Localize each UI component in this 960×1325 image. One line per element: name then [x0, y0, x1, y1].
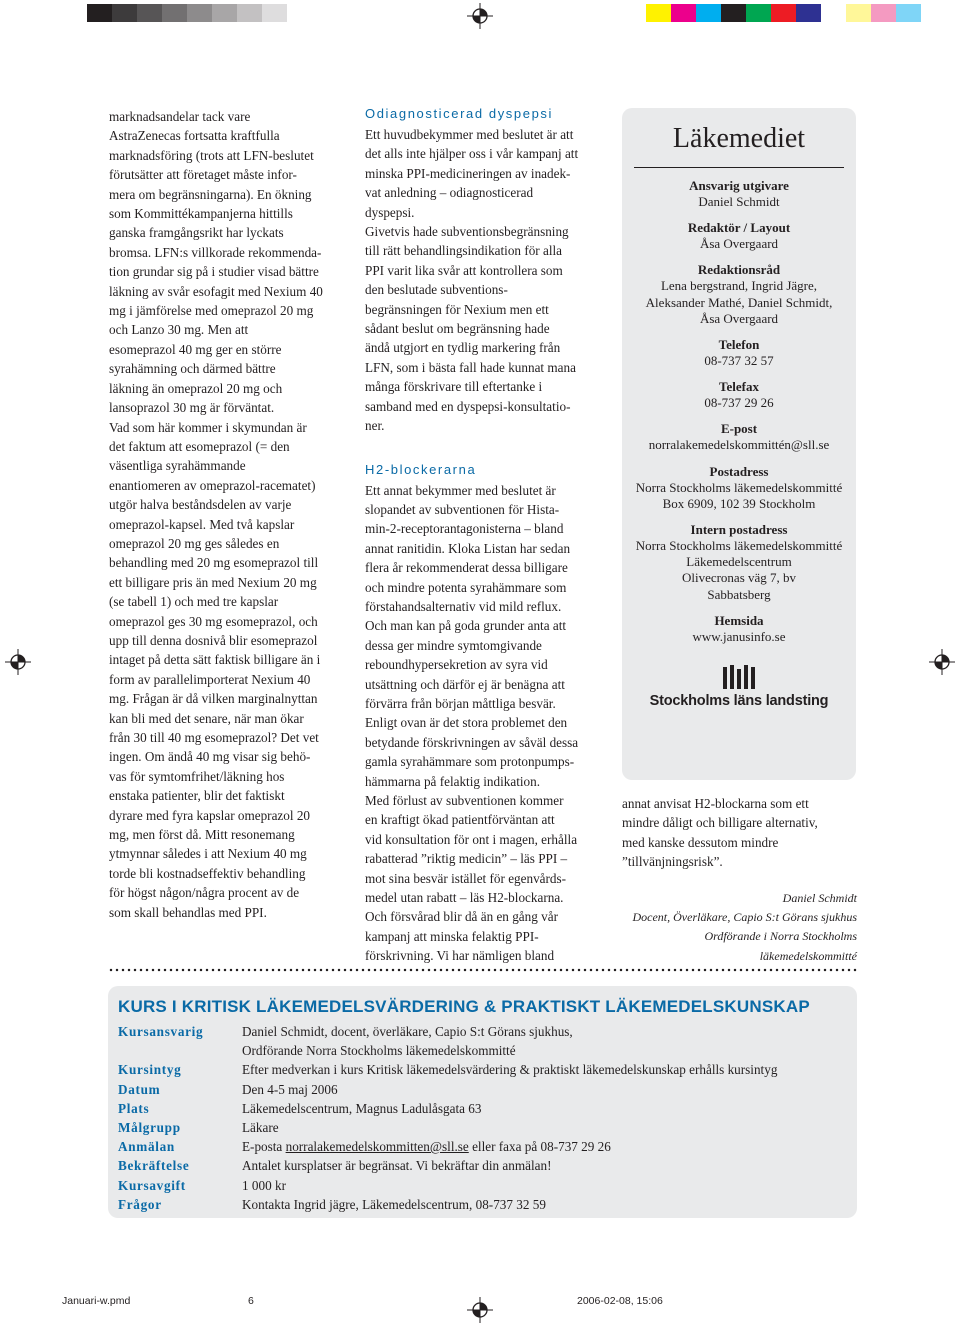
body-text-line: ganska framgångsrikt har lyckats [109, 225, 284, 241]
color-swatch [746, 4, 771, 22]
body-text-line: det faktum att esomeprazol (= den [109, 438, 290, 454]
gray-swatch [237, 4, 262, 22]
color-swatch [671, 4, 696, 22]
masthead-entry-heading: Hemsida [714, 612, 764, 628]
body-text-line: förstahandsalternativ vid mild reflux. [365, 598, 562, 614]
masthead-entry-value: 08-737 32 57 [704, 353, 774, 369]
masthead-entry-heading: Redaktör / Layout [687, 220, 791, 236]
body-text-line: gamla syrahämmare som protonpumps- [365, 754, 575, 770]
section-heading-h2: H2-blockerarna [365, 461, 477, 477]
body-text-line: ”tillvänjningsrisk”. [622, 854, 723, 870]
signature-block [632, 889, 857, 966]
course-row-label: Bekräftelse [118, 1158, 190, 1174]
body-text-line: mg, men först då. Mitt resonemang [109, 827, 295, 843]
body-text-line: samband med en dyspepsi-konsultatio- [365, 398, 571, 414]
masthead-entry [622, 421, 856, 453]
masthead-entry [622, 178, 856, 210]
gray-swatch [112, 4, 137, 22]
signature-line: Daniel Schmidt [782, 891, 857, 905]
gray-swatch [187, 4, 212, 22]
body-text-line: rabatterad ”riktig medicin” – läs PPI – [365, 851, 568, 867]
crosshair-icon [467, 3, 493, 29]
body-text-line: kampanj att minska felaktig PPI- [365, 928, 539, 944]
masthead-entry-value: Läkemedelscentrum [686, 554, 792, 570]
body-text-line: minska PPI-medicineringen av inadek- [365, 165, 571, 181]
body-text-line: dyrare med fyra kapslar omeprazol 20 [109, 807, 311, 823]
body-text-line: slopandet av subventionen för Hista- [365, 501, 560, 517]
body-text-line: syrahämning och därmed bättre [109, 361, 276, 377]
body-text-line: en kraftigt ökad patientförväntan att [365, 812, 555, 828]
grayscale-color-bar [62, 4, 287, 22]
body-text-line: min-2-receptorantagonisterna – bland [365, 521, 564, 537]
body-text-line: med kanske dessutom mindre [622, 834, 779, 850]
crosshair-icon [5, 649, 31, 675]
body-text-line: lansoprazol 30 mg är förväntat. [109, 400, 275, 416]
body-text-line: Och försvårad blir då än en gång vår [365, 909, 558, 925]
body-text-line: till rätt behandlingsindikation för alla [365, 243, 563, 259]
body-text-line: intaget på detta sätt faktisk billigare än i [109, 652, 321, 668]
masthead-entry-heading: Telefon [718, 337, 760, 353]
body-text-line: läkning än omeprazol 20 mg och [109, 380, 283, 396]
masthead-entry-value: Åsa Overgaard [699, 310, 779, 326]
masthead-entry [622, 220, 856, 252]
body-text-line: esomeprazol 40 mg ger en större [109, 341, 282, 357]
footer-filename: Januari-w.pmd [62, 1295, 131, 1307]
body-text-line: ingen. Om ändå 40 mg visar sig behö- [109, 749, 311, 765]
color-swatch [646, 4, 671, 22]
body-text-line: behandling med 20 mg esomeprazol till [109, 555, 319, 571]
masthead-entry-value: Daniel Schmidt [698, 194, 780, 209]
crosshair-icon [467, 1297, 493, 1323]
body-text-line: och mindre potenta syrahämmare som [365, 579, 567, 595]
course-row-value: Kontakta Ingrid jägre, Läkemedelscentrum, 08-737 32 59 [242, 1196, 546, 1212]
signature-line: Ordförande i Norra Stockholms [704, 929, 857, 944]
article-column-2 [365, 103, 578, 966]
body-text-line: den beslutade subventions- [365, 282, 508, 298]
color-swatch [721, 4, 746, 22]
registration-mark-top [467, 3, 493, 29]
course-row-value-text: eller faxa på 08-737 29 26 [468, 1139, 611, 1155]
body-text-line: förvärra från början måttliga besvär. [365, 695, 556, 711]
course-row-label: Kursintyg [118, 1062, 182, 1078]
masthead-entry [622, 379, 856, 411]
course-row-value: Daniel Schmidt, docent, överläkare, Capio S:t Görans sjukhus, [242, 1024, 573, 1039]
sll-logo-icon [649, 665, 829, 689]
course-row-label: Kursansvarig [118, 1024, 204, 1039]
gray-swatch [162, 4, 187, 22]
body-text-line: sådant beslut om begränsning hade [365, 321, 550, 337]
article-column-1 [109, 107, 323, 922]
masthead-entry-value: Aleksander Mathé, Daniel Schmidt, [645, 294, 833, 310]
course-row-value: 1 000 kr [242, 1177, 286, 1193]
masthead-entry-value: Sabbatsberg [707, 586, 771, 602]
body-text-line: Enligt ovan är det stora problemet den [365, 715, 568, 731]
color-swatch [796, 4, 821, 22]
gray-swatch [137, 4, 162, 22]
registration-mark-right [929, 649, 955, 675]
masthead-entry-value: Olivecronas väg 7, bv [681, 570, 797, 586]
body-text-line: LFN, som i bästa fall hade kunnat mana [365, 359, 576, 375]
masthead-title: Läkemediet [672, 123, 806, 154]
course-row-label: Frågor [118, 1196, 162, 1212]
body-text-line: mindre dåligt och billigare alternativ, [622, 815, 818, 831]
body-text-line: många förskrivare till eftertanke i [365, 379, 543, 395]
body-text-line: läkning av svår esofagit med Nexium 40 [109, 283, 323, 299]
signature-line: läkemedelskommitté [759, 948, 857, 963]
body-text-line: Ett huvudbekymmer med beslutet är att [365, 127, 574, 142]
body-text-line: begränsningen för Nexium men ett [365, 301, 549, 317]
sll-logo [649, 665, 829, 709]
masthead-entry-value: Lena bergstrand, Ingrid Jägre, [660, 278, 818, 294]
body-text-line: upp till denna dosnivå blir esomeprazol [109, 632, 318, 648]
body-text-line: väsentliga syrahämmande [109, 458, 246, 474]
body-text-line: mg. Frågan är då vilken marginalnyttan [109, 691, 318, 707]
body-text-line: förskrivning. Vi har nämligen bland [365, 948, 555, 964]
masthead-entry-heading: Ansvarig utgivare [689, 178, 789, 193]
course-row-label: Kursavgift [118, 1177, 186, 1193]
body-text-line: vas för symtomfrihet/läkning hos [109, 768, 285, 784]
course-row-value: Läkemedelscentrum, Magnus Ladulåsgata 63 [242, 1100, 482, 1116]
section-heading-dyspepsi: Odiagnosticerad dyspepsi [365, 106, 553, 121]
color-swatch [871, 4, 896, 22]
color-swatch [771, 4, 796, 22]
body-text-line: enstaka patienter, blir det faktiskt [109, 788, 285, 804]
body-text-line: ytmynnar således i att Nexium 40 mg [109, 846, 307, 862]
gray-swatch [87, 4, 112, 22]
body-text-line: annat ranitidin. Kloka Listan har sedan [365, 540, 571, 556]
footer-page-number: 6 [248, 1295, 254, 1307]
body-text-line: bromsa. LFN:s villkorade rekommenda- [109, 244, 322, 260]
registration-mark-bottom [467, 1297, 493, 1323]
course-title: KURS I KRITISK LÄKEMEDELSVÄRDERING & PRAKTISKT LÄKEMEDELSKUNSKAP [118, 997, 810, 1016]
masthead-entry-value: norralakemedelskommittén@sll.se [648, 437, 830, 453]
body-text-line: omeprazol 20 mg ges således en [109, 535, 280, 551]
color-swatch [821, 4, 846, 22]
sll-logo-text: Stockholms läns landsting [649, 693, 829, 710]
section-body-h2 [365, 481, 578, 966]
body-text-line: PPI varit lika svår att kontrollera som [365, 262, 563, 278]
body-text-line: dyspepsi. [365, 204, 415, 220]
masthead-entry-heading: Postadress [709, 463, 769, 479]
course-row-label: Målgrupp [118, 1120, 181, 1135]
masthead-entry-heading: Telefax [719, 379, 759, 395]
masthead-entries [622, 178, 856, 645]
body-text-line: och Lanzo 30 mg. Men att [109, 322, 249, 338]
body-text-line: förutsätter att företaget måste infor- [109, 167, 297, 183]
body-text-line: mot sina besvär istället för egenvårds- [365, 870, 567, 886]
masthead-entry-value: Åsa Overgaard [699, 236, 779, 252]
body-text-line: mg i jämförelse med omeprazol 20 mg [109, 303, 314, 319]
body-text-line: för högst någon/några procent av de [109, 885, 300, 901]
masthead-entry-value: Norra Stockholms läkemedelskommitté [635, 479, 843, 495]
body-text-line: flera år rekommenderat dessa billigare [365, 560, 568, 576]
body-text-line: annat anvisat H2-blockarna som ett [622, 796, 809, 811]
footer-timestamp: 2006-02-08, 15:06 [577, 1295, 663, 1307]
masthead-entry [622, 522, 856, 603]
course-row-value: Den 4-5 maj 2006 [242, 1081, 338, 1097]
body-text-line: torde bli kostnadseffektiv behandling [109, 865, 306, 881]
body-text-line: (se tabell 1) och med tre kapslar [109, 594, 279, 610]
body-text-line: ett billigare pris än med Nexium 20 mg [109, 574, 317, 590]
course-row-label: Plats [118, 1100, 150, 1116]
body-text-line: ner. [365, 418, 385, 434]
masthead-info-box [622, 108, 856, 780]
color-swatch [846, 4, 871, 22]
masthead-entry [622, 337, 856, 369]
course-row-value: Läkare [242, 1120, 279, 1135]
body-text-line: tion grundar sig på i studier visad bättre [109, 264, 319, 280]
cmyk-color-bar [646, 4, 921, 22]
body-text-line: dessa ger mindre symtomgivande [365, 637, 542, 653]
body-text-line: Givetvis hade subventionsbegränsning [365, 224, 569, 240]
body-text-line: enantiomeren av omeprazol-racematet) [109, 477, 316, 493]
body-text-line: mera om begränsningarna). En ökning [109, 186, 312, 202]
course-info-box [108, 986, 857, 1218]
body-text-line: kan bli med det senare, när man ökar [109, 710, 304, 726]
crosshair-icon [929, 649, 955, 675]
course-row-label: Datum [118, 1081, 161, 1097]
masthead-entry [622, 262, 856, 327]
color-swatch [896, 4, 921, 22]
article-column-3 [622, 794, 818, 872]
body-text-line: Ett annat bekymmer med beslutet är [365, 482, 556, 498]
course-row-value: Efter medverkan i kurs Kritisk läkemedelsvärdering & praktiskt läkemedelskunskap erhålls kursintyg [242, 1062, 778, 1078]
body-text-line: utsättning och därför ej är benägna att [365, 676, 565, 692]
body-text-line: omeprazol ges 30 mg esomeprazol, och [109, 613, 318, 629]
signature-line: Docent, Överläkare, Capio S:t Görans sjukhus [632, 910, 857, 925]
masthead-entry-value: www.janusinfo.se [692, 628, 786, 644]
body-text-line: som Kommittékampanjerna hittills [109, 206, 293, 222]
course-row-value: Antalet kursplatser är begränsat. Vi bekräftar din anmälan! [242, 1158, 552, 1174]
course-row-value: Ordförande Norra Stockholms läkemedelskommitté [242, 1043, 516, 1058]
gray-swatch [262, 4, 287, 22]
section-body-dyspepsi [365, 125, 578, 436]
body-text-line: AstraZenecas fortsatta kraftfulla [109, 128, 280, 144]
body-text-line: ändå utgjort en tydlig markering från [365, 340, 561, 356]
dotted-divider [108, 968, 858, 972]
course-row-label: Anmälan [118, 1139, 175, 1155]
masthead-entry-value: Norra Stockholms läkemedelskommitté [635, 538, 843, 554]
masthead-entry-heading: Redaktionsråd [697, 262, 781, 278]
course-row-value [242, 1137, 611, 1156]
body-text-line: vat anledning – odiagnosticerad [365, 185, 534, 201]
course-email-link[interactable]: norralakemedelskommitten@sll.se [285, 1139, 469, 1155]
body-text-line: betydande förskrivningen av såväl dessa [365, 734, 579, 750]
body-text-line: utgör halva beståndsdelen av varje [109, 497, 292, 513]
body-text-line: från 30 till 40 mg esomeprazol? Det vet [109, 730, 319, 745]
body-text-line: marknadsföring (trots att LFN-beslutet [109, 147, 314, 163]
masthead-entry [622, 613, 856, 645]
body-text-line: marknadsandelar tack vare [109, 109, 251, 124]
masthead-entry [622, 464, 856, 512]
masthead-entry-heading: Intern postadress [690, 522, 788, 538]
body-text-line: reboundhypersekretion av syra vid [365, 657, 548, 673]
masthead-rule [634, 167, 844, 168]
course-row-value-text: E-posta [242, 1139, 286, 1155]
masthead-entry-value: 08-737 29 26 [704, 395, 774, 411]
body-text-line: Med förlust av subventionen kommer [365, 793, 564, 808]
body-text-line: Och man kan på goda grunder anta att [365, 618, 567, 634]
body-text-line: form av parallelimporterat Nexium 40 [109, 671, 311, 687]
body-text-line: det alls inte hjälper oss i vår kampanj att [365, 146, 579, 162]
color-swatch [696, 4, 721, 22]
gray-swatch [62, 4, 87, 22]
body-text-line: hämmarna på felaktig indikation. [365, 773, 541, 789]
registration-mark-left [5, 649, 31, 675]
body-text-line: vid konsultation för ont i magen, erhålla [365, 831, 578, 847]
masthead-entry-heading: E-post [720, 421, 758, 437]
body-text-line: Vad som här kommer i skymundan är [109, 419, 307, 435]
body-text-line: som skall behandlas med PPI. [109, 904, 267, 920]
body-text-line: omeprazol-kapsel. Med två kapslar [109, 516, 295, 532]
gray-swatch [212, 4, 237, 22]
masthead-entry-value: Box 6909, 102 39 Stockholm [662, 495, 816, 511]
body-text-line: medel utan rabatt – läs H2-blockarna. [365, 890, 564, 906]
